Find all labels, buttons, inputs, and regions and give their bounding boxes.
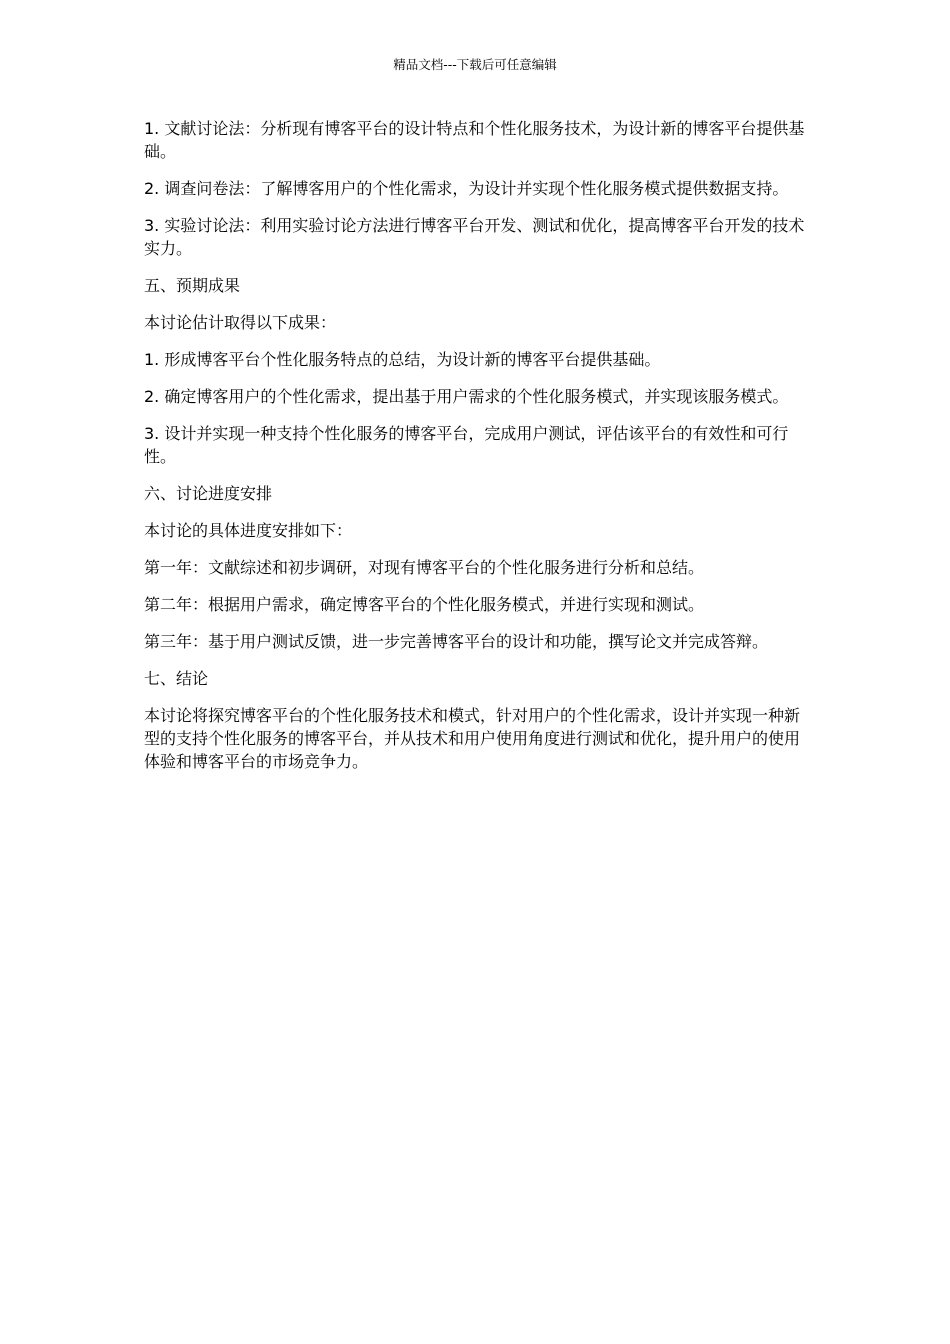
document-body [144,117,806,787]
method-experiment: 3. 实验讨论法：利用实验讨论方法进行博客平台开发、测试和优化，提高博客平台开发的技术实力。 [144,216,805,258]
expected-result-3: 3. 设计并实现一种支持个性化服务的博客平台，完成用户测试，评估该平台的有效性和可行性。 [144,424,789,466]
expected-result-2: 2. 确定博客用户的个性化需求，提出基于用户需求的个性化服务模式，并实现该服务模式。 [144,387,789,406]
schedule-intro: 本讨论的具体进度安排如下： [144,521,353,540]
schedule-year-3: 第三年：基于用户测试反馈，进一步完善博客平台的设计和功能，撰写论文并完成答辩。 [144,632,769,651]
method-survey: 2. 调查问卷法：了解博客用户的个性化需求，为设计并实现个性化服务模式提供数据支持。 [144,179,789,198]
section-heading-expected-results: 五、预期成果 [144,276,241,295]
section-heading-conclusion: 七、结论 [144,669,209,688]
schedule-year-2: 第二年：根据用户需求，确定博客平台的个性化服务模式，并进行实现和测试。 [144,595,705,614]
conclusion-text: 本讨论将探究博客平台的个性化服务技术和模式，针对用户的个性化需求，设计并实现一种新型的支持个性化服务的博客平台，并从技术和用户使用角度进行测试和优化，提升用户的使用体验和博客平台的市场竞争力。 [144,706,801,771]
expected-results-intro: 本讨论估计取得以下成果： [144,313,337,332]
expected-result-1: 1. 形成博客平台个性化服务特点的总结，为设计新的博客平台提供基础。 [144,350,661,369]
section-heading-schedule: 六、讨论进度安排 [144,484,273,503]
page-header: 精品文档---下载后可任意编辑 [393,57,557,72]
schedule-year-1: 第一年：文献综述和初步调研，对现有博客平台的个性化服务进行分析和总结。 [144,558,705,577]
method-literature: 1. 文献讨论法：分析现有博客平台的设计特点和个性化服务技术，为设计新的博客平台提供基础。 [144,119,805,161]
